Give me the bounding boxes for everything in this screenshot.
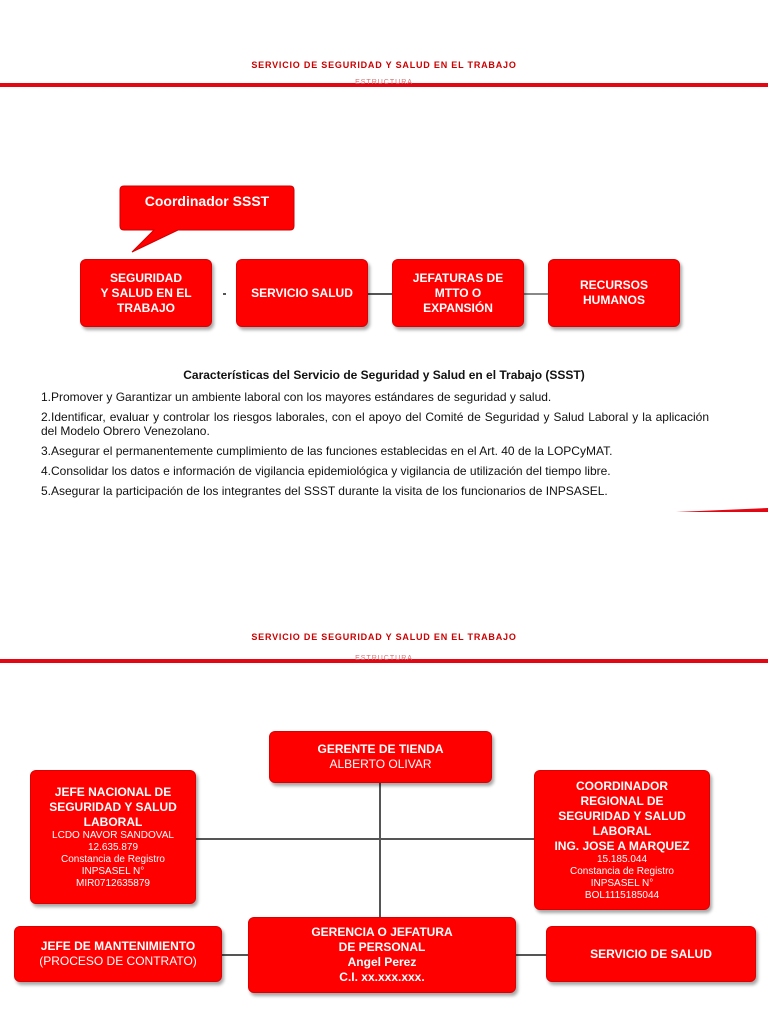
box-line: TRABAJO [116, 300, 175, 315]
box-name: ALBERTO OLIVAR [329, 757, 432, 771]
connector-vertical [379, 783, 381, 918]
characteristics-title: Características del Servicio de Seguridad y Salud en el Trabajo (SSST) [183, 368, 585, 382]
box-detail: MIR0712635879 [76, 877, 150, 889]
box-title: LABORAL [83, 814, 143, 829]
box-title: REGIONAL DE [580, 793, 664, 808]
box-jefe-nacional [30, 770, 196, 904]
list-item: 2.Identificar, evaluar y controlar los riesgos laborales, con el apoyo del Comité de Seguridad y Salud Laboral y la aplicación del Modelo Obrero Venezolano. [41, 410, 709, 438]
list-item: 4.Consolidar los datos e información de vigilancia epidemiológica y vigilancia de utilización del tiempo libre. [41, 464, 611, 478]
connector-horizontal [516, 954, 546, 956]
box-line: HUMANOS [583, 293, 645, 307]
box-line: RECURSOS [579, 278, 648, 292]
box-line: EXPANSIÓN [423, 300, 493, 315]
box-title: JEFE NACIONAL DE [54, 784, 172, 799]
box-line: Y SALUD EN EL [100, 285, 192, 300]
header-subtitle: ESTRUCTURA [355, 655, 413, 660]
box-recursos-humanos [548, 259, 680, 327]
box-title: COORDINADOR [576, 778, 668, 793]
box-ci: C.I. xx.xxx.xxx. [339, 970, 425, 984]
box-title: ING. JOSE A MARQUEZ [554, 838, 690, 853]
box-title: GERENTE DE TIENDA [317, 742, 444, 756]
header-title: SERVICIO DE SEGURIDAD Y SALUD EN EL TRABAJO [251, 632, 517, 642]
list-item: 3.Asegurar el permanentemente cumplimiento de las funciones establecidas en el Art. 40 de la LOPCyMAT. [41, 444, 613, 458]
connector-horizontal [222, 954, 248, 956]
box-gerencia-personal [248, 917, 516, 993]
slide-structure-2 [0, 512, 768, 1024]
list-item: 5.Asegurar la participación de los integrantes del SSST durante la visita de los funcionarios de INPSASEL. [41, 484, 608, 498]
box-detail: INPSASEL N° [81, 865, 145, 877]
box-title: DE PERSONAL [338, 940, 426, 954]
box-detail: 12.635.879 [87, 841, 139, 853]
box-servicio-salud [236, 259, 368, 327]
connector-line [524, 293, 548, 295]
box-line: MTTO O [434, 285, 482, 300]
box-title: SERVICIO DE SALUD [590, 946, 712, 961]
box-title: SEGURIDAD Y SALUD [49, 799, 177, 814]
box-detail: LCDO NAVOR SANDOVAL [52, 829, 174, 841]
box-detail: (PROCESO DE CONTRATO) [39, 954, 197, 968]
connector-line [368, 293, 392, 295]
list-item: 1.Promover y Garantizar un ambiente laboral con los mayores estándares de seguridad y salud. [41, 390, 552, 404]
box-seguridad-salud [80, 259, 212, 327]
connector-dot [223, 293, 226, 295]
connector-horizontal [194, 838, 536, 840]
characteristics-list [41, 390, 709, 504]
box-name: Angel Perez [347, 955, 417, 969]
box-detail: 15.185.044 [596, 853, 648, 865]
box-coordinador-regional [534, 770, 710, 910]
box-line: SERVICIO SALUD [251, 285, 353, 300]
box-detail: BOL1115185044 [584, 889, 660, 901]
header-title: SERVICIO DE SEGURIDAD Y SALUD EN EL TRABAJO [251, 60, 517, 70]
box-line: JEFATURAS DE [412, 270, 504, 285]
box-detail: Constancia de Registro [570, 865, 674, 877]
box-jefe-mantenimiento [14, 926, 222, 982]
box-gerente-tienda [269, 731, 492, 783]
box-title: GERENCIA O JEFATURA [311, 925, 453, 939]
box-detail: Constancia de Registro [61, 853, 165, 865]
box-jefaturas [392, 259, 524, 327]
box-title: JEFE DE MANTENIMIENTO [40, 939, 196, 953]
box-title: SEGURIDAD Y SALUD [558, 808, 686, 823]
box-servicio-de-salud [546, 926, 756, 982]
box-detail: INPSASEL N° [590, 877, 654, 889]
header-subtitle: ESTRUCTURA [355, 79, 413, 84]
box-line: SEGURIDAD [109, 270, 182, 285]
coordinator-label: Coordinador SSST [144, 193, 270, 209]
box-title: LABORAL [592, 823, 652, 838]
